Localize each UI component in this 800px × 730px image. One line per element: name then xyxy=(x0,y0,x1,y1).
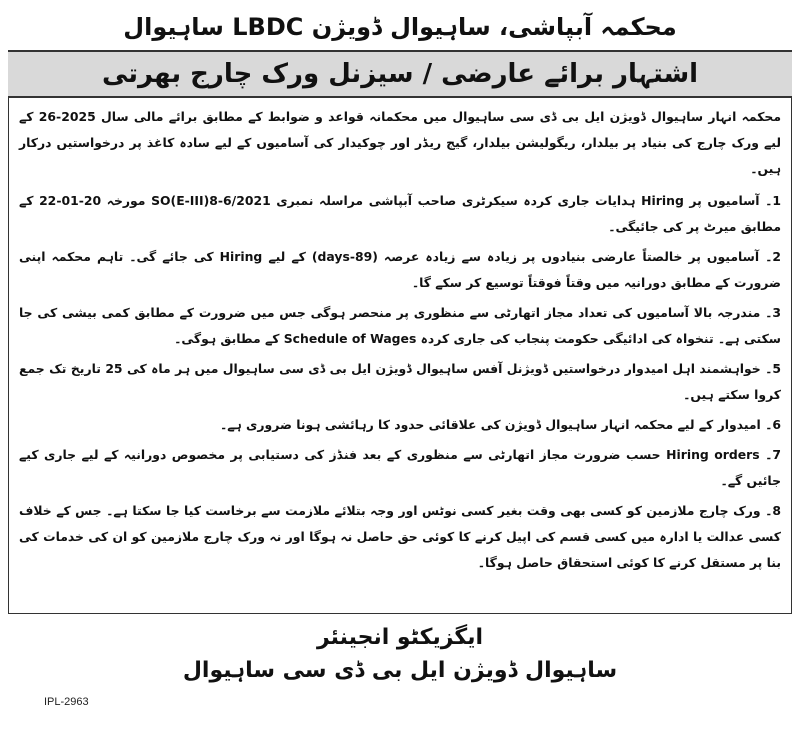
signature-block xyxy=(14,614,786,688)
clause-3: 3۔ مندرجہ بالا آسامیوں کی تعداد مجاز اتھارٹی سے منظوری پر منحصر ہوگی جس میں ضرورت کے مطابق کمی بیشی کی جا سکتی ہے۔ تنخواہ کی ادائیگی حکومت پنجاب کی جاری کردہ Schedule of Wages کے مطابق ہوگی۔ xyxy=(19,305,781,346)
clause-6: 6۔ امیدوار کے لیے محکمہ انہار ساہیوال ڈویژن کی علاقائی حدود کا رہائشی ہونا ضروری ہے۔ xyxy=(219,417,781,432)
intro-paragraph: محکمہ انہار ساہیوال ڈویژن ایل بی ڈی سی ساہیوال میں محکمانہ قواعد و ضوابط کے مطابق برائے مالی سال 2025-26 کے لیے ورک چارج کی بنیاد پر بیلدار، ریگولیشن بیلدار، گیج ریڈر اور چوکیدار کی آسامیوں کے لیے سادہ کاغذ پر درخواستیں درکار ہیں۔ xyxy=(19,109,782,176)
signatory-designation: ایگزیکٹو انجینئر xyxy=(316,625,484,650)
department-header: محکمہ آبپاشی، ساہیوال ڈویژن LBDC ساہیوال xyxy=(123,13,677,41)
clause-2: 2۔ آسامیوں پر خالصتاً عارضی بنیادوں پر زیادہ سے زیادہ عرصہ (89-days) کے لیے Hiring کی جائے گی۔ تاہم محکمہ اپنی ضرورت کے مطابق دورانیہ میں وقتاً فوقتاً توسیع کر سکے گا۔ xyxy=(19,249,782,290)
signatory-office: ساہیوال ڈویژن ایل بی ڈی سی ساہیوال xyxy=(182,658,618,683)
reference-number: IPL-2963 xyxy=(44,696,89,708)
clause-7: 7۔ Hiring orders حسب ضرورت مجاز اتھارٹی سے منظوری کے بعد فنڈز کی دستیابی پر مخصوص دورانیہ کے لیے جاری کیے جائیں گے۔ xyxy=(19,447,781,488)
clause-5: 5۔ خواہشمند اہل امیدوار درخواستیں ڈویژنل آفس ساہیوال ڈویژن ایل بی ڈی سی ساہیوال میں ہر ماہ کی 25 تاریخ تک جمع کروا سکتے ہیں۔ xyxy=(19,361,781,402)
advertisement-body xyxy=(8,98,792,614)
clause-1: 1۔ آسامیوں پر Hiring ہدایات جاری کردہ سیکرٹری صاحب آبپاشی مراسلہ نمبری SO(E-III)8-6/2021 مورخہ 20-01-22 کے مطابق میرٹ پر کی جائیگی۔ xyxy=(19,193,782,234)
clause-8: 8۔ ورک چارج ملازمین کو کسی بھی وقت بغیر کسی نوٹس اور وجہ بتلائے ملازمت سے برخاست کیا جا سکتا ہے۔ جس کے خلاف کسی عدالت یا ادارہ میں کسی قسم کی اپیل کرنے کا کوئی حق حاصل نہ ہوگا اور نہ ورک چارج ملازمین کو ان کی خدمات کی بنا پر مستقل کرنے کا کوئی استحقاق حاصل ہوگا۔ xyxy=(19,503,781,570)
advertisement-title: اشتہار برائے عارضی / سیزنل ورک چارج بھرتی xyxy=(8,50,792,98)
